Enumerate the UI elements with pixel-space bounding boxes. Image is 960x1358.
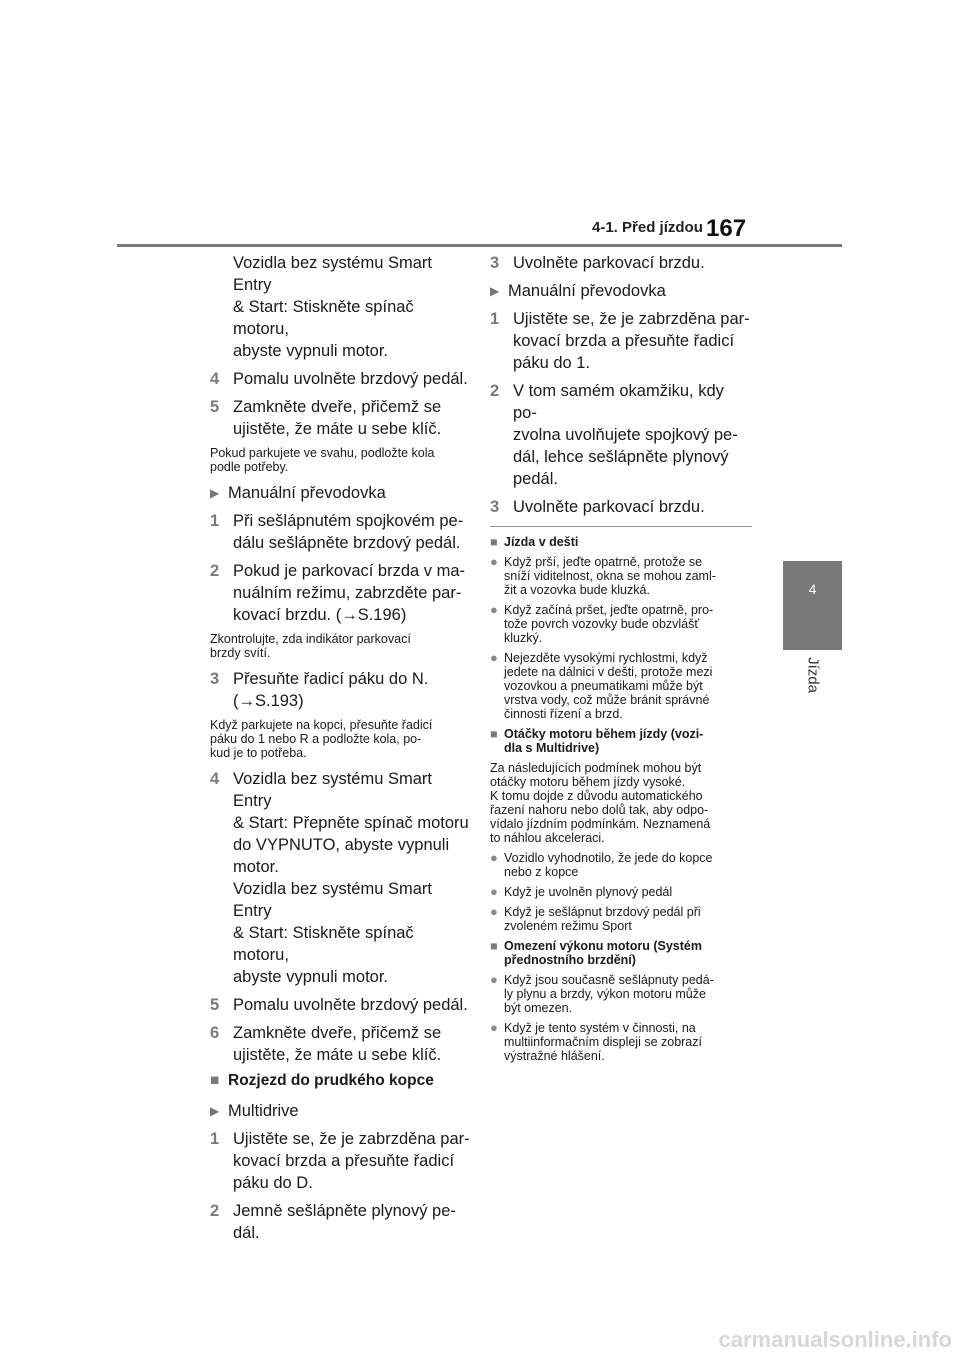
- page-number: 167: [706, 215, 747, 242]
- bullet-icon: ●: [490, 972, 498, 987]
- manual-step-1: 1 Při sešlápnutém spojkovém pe- dálu sešlápněte brzdový pedál.: [210, 512, 464, 552]
- rpm-bullet-1: ● Vozidlo vyhodnotilo, že jede do kopce nebo z kopce: [490, 850, 713, 879]
- bullet-icon: ●: [490, 904, 498, 919]
- multidrive-step-3: 3 Uvolněte parkovací brzdu.: [490, 254, 705, 272]
- heading-engine-rpm: ■ Otáčky motoru během jízdy (vozi- dla s Multidrive): [490, 727, 704, 755]
- hill-manual-step-1: 1 Ujistěte se, že je zabrzděna par- kovací brzda a přesuňte řadicí páku do 1.: [490, 310, 750, 372]
- section-title: 4-1. Před jízdou: [592, 219, 703, 236]
- limit-bullet-1: ● Když jsou současně sešlápnuty pedá- ly plynu a brzdy, výkon motoru může být omezen.: [490, 972, 714, 1015]
- heading-rain: ■ Jízda v dešti: [490, 535, 579, 549]
- manual-step-3: 3 Přesuňte řadicí páku do N. (→S.193): [210, 670, 429, 710]
- chapter-number: 4: [808, 581, 817, 597]
- square-bullet-icon: ■: [490, 727, 498, 741]
- note-indicator: Zkontrolujte, zda indikátor parkovací brzdy svítí.: [210, 632, 411, 660]
- square-bullet-icon: ■: [490, 535, 498, 549]
- chapter-label: Jízda: [804, 657, 822, 693]
- manual-step-4: 4 Vozidla bez systému Smart Entry & Start: Přepněte spínač motoru do VYPNUTO, abyste vypnuli motor. Vozidla bez systému Smart Entry & Start: Stiskněte spínač motoru, abyste vypnuli motor.: [210, 770, 469, 986]
- multidrive-step-2: 2 Jemně sešlápněte plynový pe- dál.: [210, 1202, 456, 1242]
- bullet-icon: ●: [490, 602, 498, 617]
- note-slope: Pokud parkujete ve svahu, podložte kola podle potřeby.: [210, 446, 435, 474]
- header-divider: [117, 244, 842, 247]
- heading-power-limit: ■ Omezení výkonu motoru (Systém přednostního brzdění): [490, 939, 702, 967]
- bullet-icon: ●: [490, 884, 498, 899]
- rain-bullet-2: ● Když začíná pršet, jeďte opatrně, pro- tože povrch vozovky bude obzvlášť kluzký.: [490, 602, 714, 645]
- rain-bullet-1: ● Když prší, jeďte opatrně, protože se sníží viditelnost, okna se mohou zaml- žit a vozovka bude kluzká.: [490, 554, 716, 597]
- left-column: [210, 252, 472, 1250]
- manual-step-5: 5 Pomalu uvolněte brzdový pedál.: [210, 996, 468, 1014]
- subsection-multidrive: ▶ Multidrive: [210, 1102, 299, 1120]
- bullet-icon: ●: [490, 650, 498, 665]
- square-bullet-icon: ■: [490, 939, 498, 953]
- step-number: 5: [210, 398, 220, 416]
- multidrive-step-1: 1 Ujistěte se, že je zabrzděna par- kovací brzda a přesuňte řadicí páku do D.: [210, 1130, 470, 1192]
- step-5: 5 Zamkněte dveře, přičemž se ujistěte, že máte u sebe klíč.: [210, 398, 442, 438]
- subsection-manual: ▶ Manuální převodovka: [210, 484, 386, 502]
- subsection-manual-hill: ▶ Manuální převodovka: [490, 282, 666, 300]
- bullet-icon: ●: [490, 850, 498, 865]
- watermark: carmanualsonline.info: [718, 1327, 952, 1352]
- limit-bullet-2: ● Když je tento systém v činnosti, na multiinformačním displeji se zobrazí výstražné hlášení.: [490, 1020, 702, 1063]
- triangle-icon: ▶: [490, 284, 500, 298]
- square-bullet-icon: ■: [210, 1072, 220, 1089]
- rain-bullet-3: ● Nejezděte vysokými rychlostmi, když jedete na dálnici v dešti, protože mezi vozovkou a pneumatikami může být vrstva vody, což může bránit správné činnosti řízení a brzd.: [490, 650, 713, 721]
- rpm-bullet-2: ● Když je uvolněn plynový pedál: [490, 884, 673, 899]
- rpm-paragraph: Za následujících podmínek mohou být otáčky motoru během jízdy vysoké. K tomu dojde z důvodu automatického řazení nahoru nebo dolů tak, aby odpo- vídalo jízdním podmínkám. Neznamená to náhlou akceleraci.: [490, 761, 711, 845]
- triangle-icon: ▶: [210, 1104, 220, 1118]
- chapter-label-box: [770, 630, 856, 720]
- note-hill: Když parkujete na kopci, přesuňte řadicí páku do 1 nebo R a podložte kola, po- kud je to potřeba.: [210, 718, 433, 760]
- hill-manual-step-2: 2 V tom samém okamžiku, kdy po- zvolna uvolňujete spojkový pe- dál, lehce sešlápněte plynový pedál.: [490, 382, 738, 488]
- rpm-bullet-3: ● Když je sešlápnut brzdový pedál při zvoleném režimu Sport: [490, 904, 701, 933]
- heading-steep-hill: ■ Rozjezd do prudkého kopce: [210, 1072, 434, 1089]
- continued-step: Vozidla bez systému Smart Entry & Start: Stiskněte spínač motoru, abyste vypnuli motor.: [233, 254, 432, 360]
- triangle-icon: ▶: [210, 486, 220, 500]
- manual-step-6: 6 Zamkněte dveře, přičemž se ujistěte, že máte u sebe klíč.: [210, 1024, 442, 1064]
- bullet-icon: ●: [490, 1020, 498, 1035]
- right-column: [490, 252, 752, 1069]
- bullet-icon: ●: [490, 554, 498, 569]
- section-divider: [490, 526, 752, 527]
- step-number: 4: [210, 370, 220, 388]
- step-4: 4 Pomalu uvolněte brzdový pedál.: [210, 370, 468, 388]
- hill-manual-step-3: 3 Uvolněte parkovací brzdu.: [490, 498, 705, 516]
- manual-step-2: 2 Pokud je parkovací brzda v ma- nuálním režimu, zabrzděte par- kovací brzdu. (→S.196): [210, 562, 466, 624]
